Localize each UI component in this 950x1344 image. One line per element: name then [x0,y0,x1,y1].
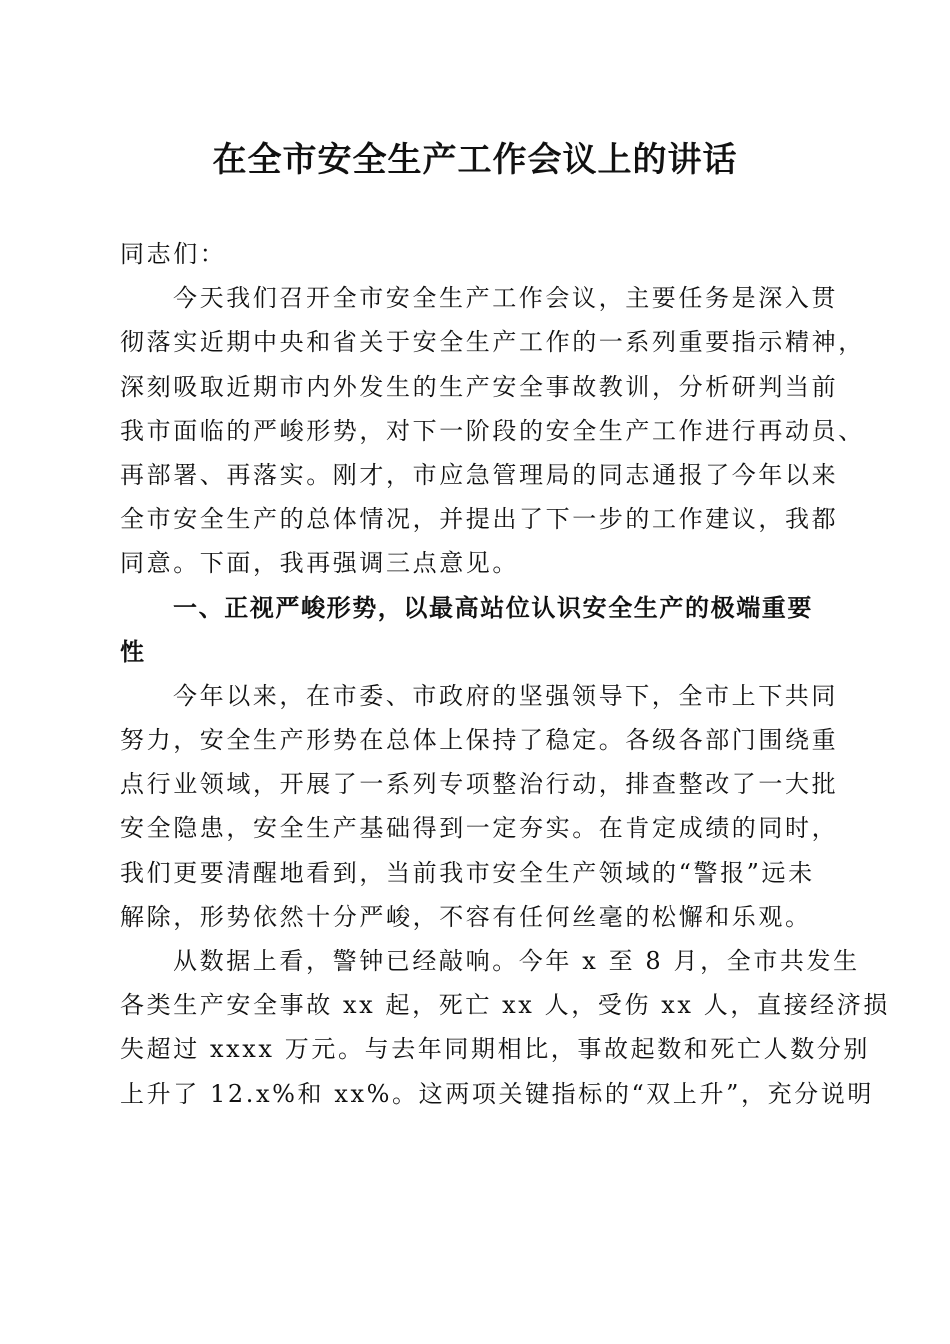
salutation: 同志们： [120,240,227,268]
heading-line: 一、正视严峻形势，以最高站位认识安全生产的极端重要 [173,593,813,622]
paragraph-line: 失超过 xxxx 万元。与去年同期相比，事故起数和死亡人数分别 [120,1035,870,1064]
paragraph-line: 上升了 12.x%和 xx%。这两项关键指标的“双上升”，充分说明 [120,1079,874,1108]
paragraph-line: 同意。下面，我再强调三点意见。 [120,549,519,578]
document-body [120,232,890,1116]
paragraph-intro [120,276,865,585]
paragraph-line: 安全隐患，安全生产基础得到一定夯实。在肯定成绩的同时， [120,814,839,843]
paragraph-line: 今年以来，在市委、市政府的坚强领导下，全市上下共同 [173,681,838,710]
page-title: 在全市安全生产工作会议上的讲话 [212,140,738,180]
section-heading-1 [120,586,832,674]
paragraph-line: 点行业领域，开展了一系列专项整治行动，排查整改了一大批 [120,770,839,799]
heading-line: 性 [120,637,146,666]
paragraph-line: 解除，形势依然十分严峻，不容有任何丝毫的松懈和乐观。 [120,902,812,931]
paragraph-data [120,939,890,1116]
paragraph-line: 努力，安全生产形势在总体上保持了稳定。各级各部门围绕重 [120,726,839,755]
paragraph-situation [120,674,839,939]
paragraph-line: 我们更要清醒地看到，当前我市安全生产领域的“警报”远未 [120,858,815,887]
paragraph-line: 我市面临的严峻形势，对下一阶段的安全生产工作进行再动员、 [120,416,865,445]
paragraph-line: 再部署、再落实。刚才，市应急管理局的同志通报了今年以来 [120,460,839,489]
paragraph-line: 全市安全生产的总体情况，并提出了下一步的工作建议，我都 [120,505,839,534]
paragraph-line: 今天我们召开全市安全生产工作会议，主要任务是深入贯 [173,284,838,313]
paragraph-line: 从数据上看，警钟已经敲响。今年 x 至 8 月，全市共发生 [173,947,860,975]
paragraph-line: 深刻吸取近期市内外发生的生产安全事故教训，分析研判当前 [120,372,839,401]
paragraph-line: 彻落实近期中央和省关于安全生产工作的一系列重要指示精神， [120,328,865,357]
paragraph-line: 各类生产安全事故 xx 起，死亡 xx 人，受伤 xx 人，直接经济损 [120,991,890,1020]
